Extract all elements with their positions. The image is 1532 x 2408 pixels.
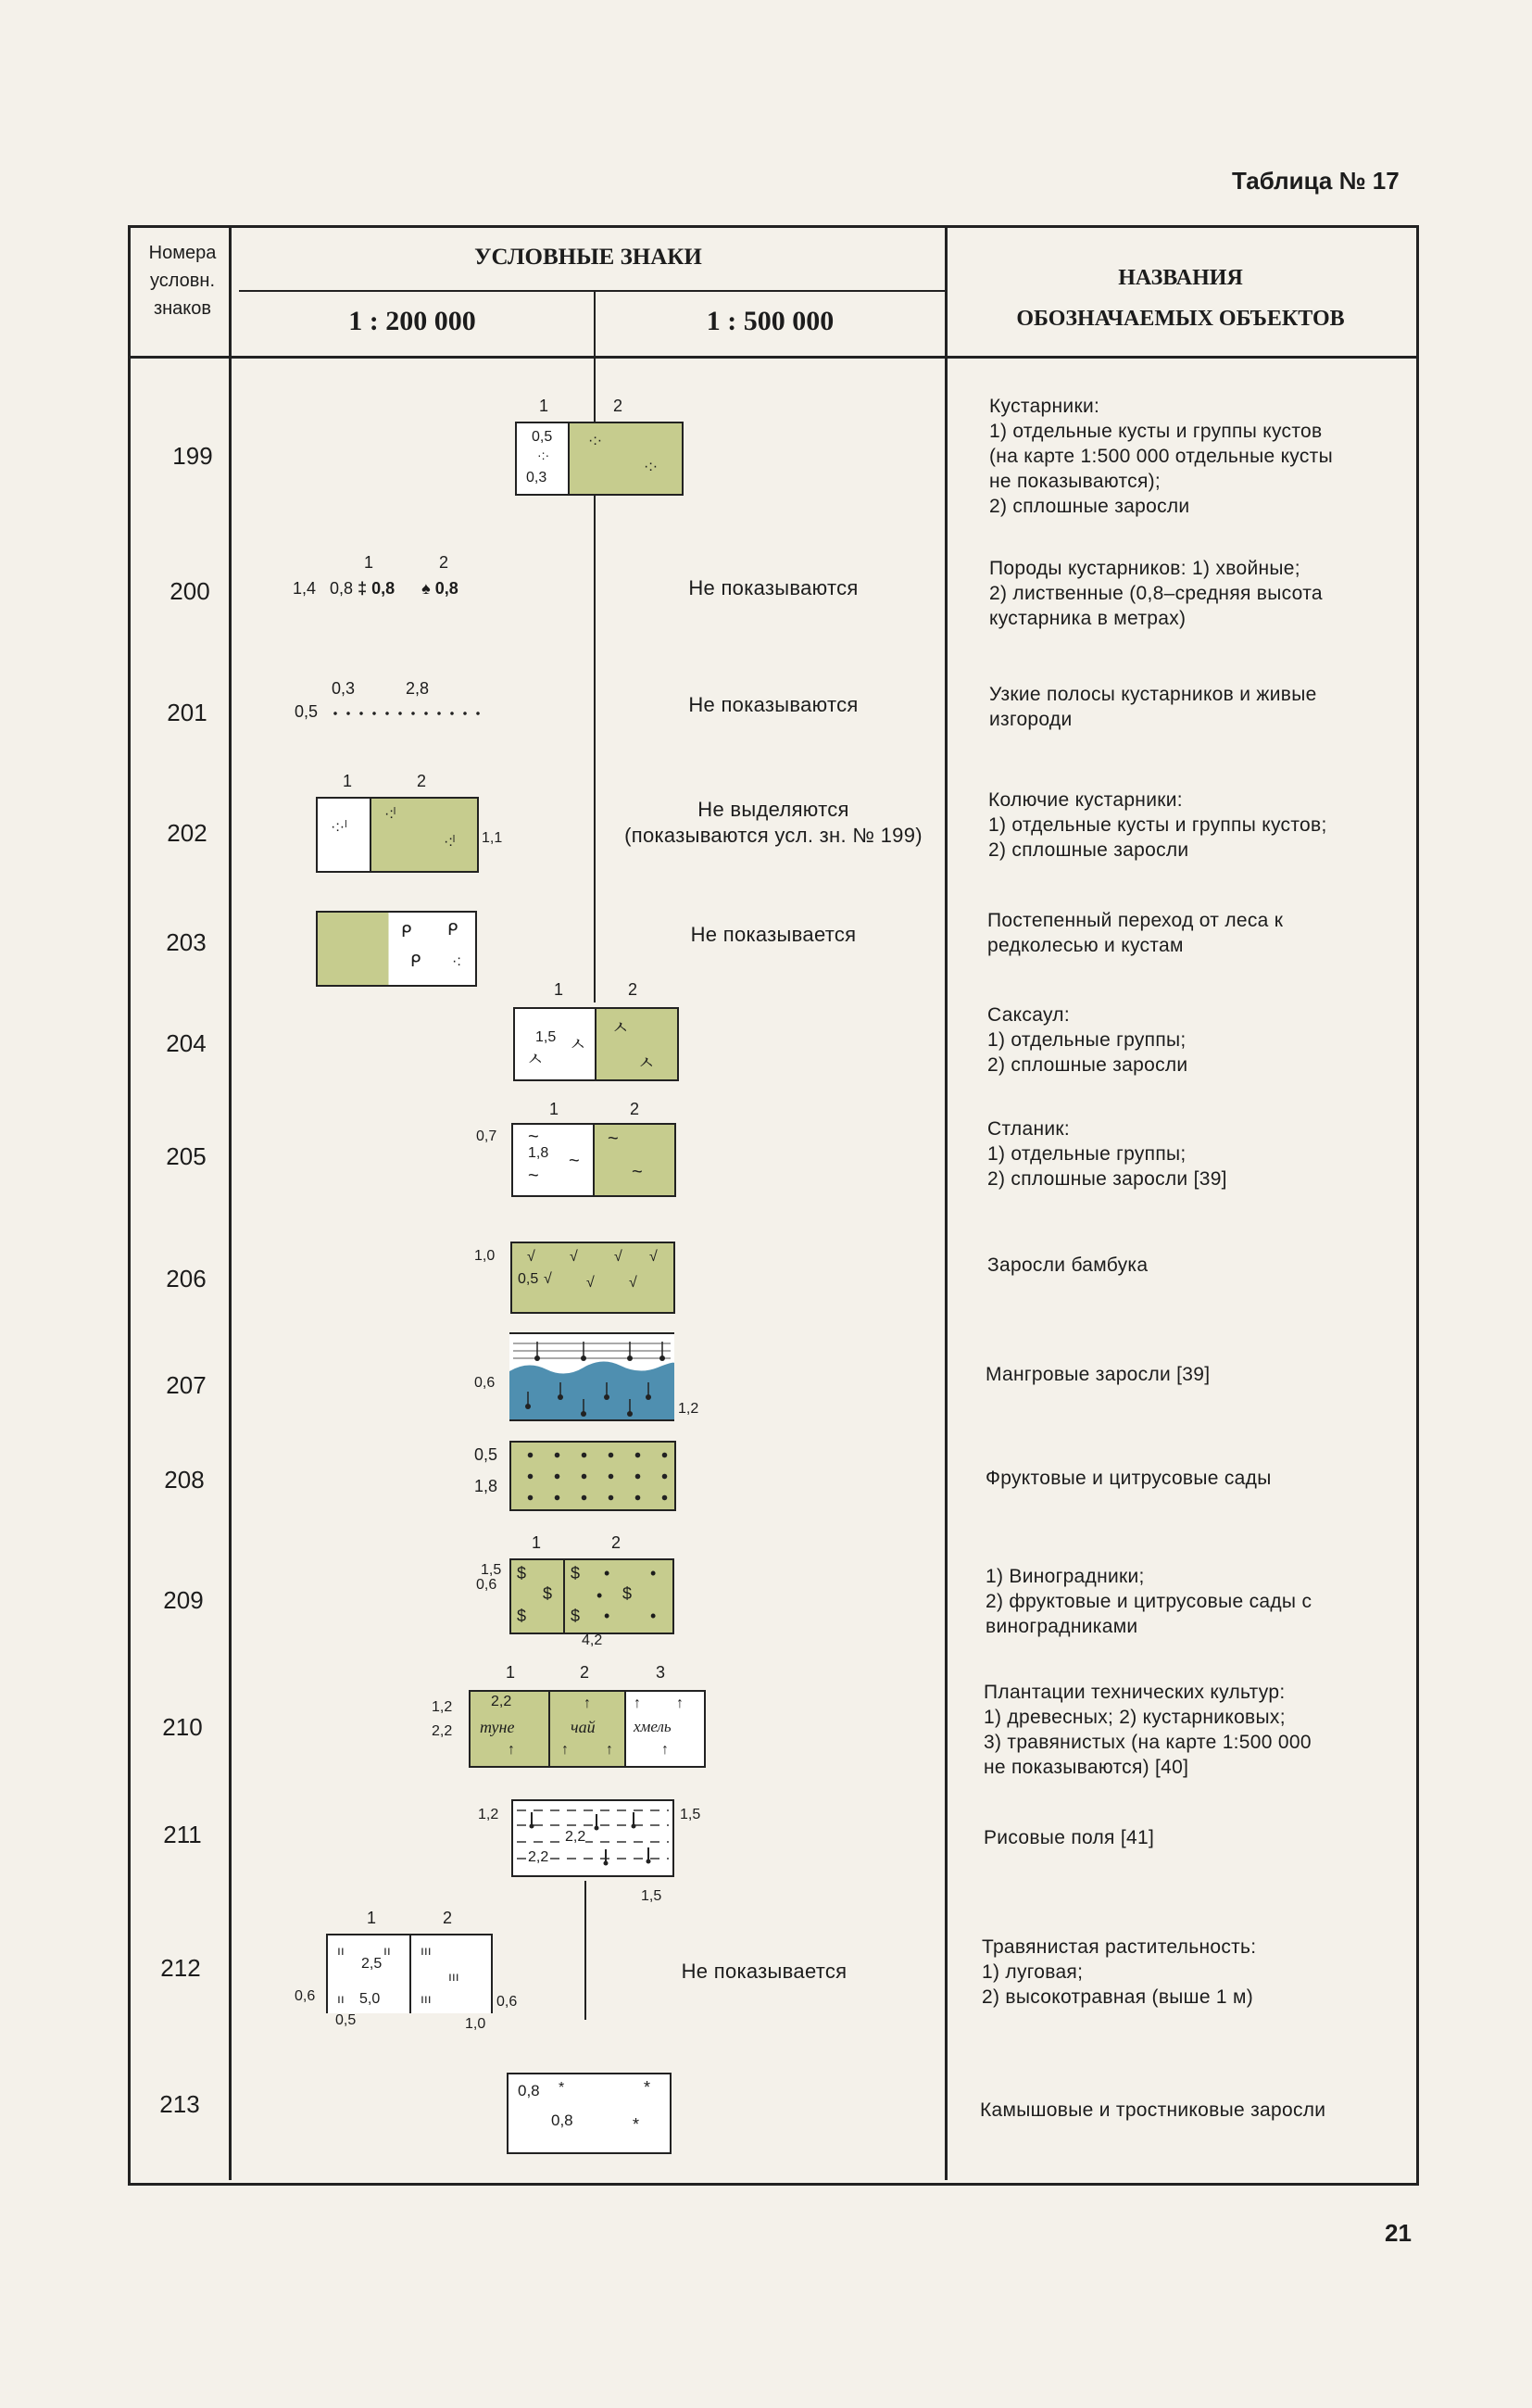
label-209-b: 0,6 [476, 1577, 497, 1593]
symbol-199 [515, 422, 684, 496]
tree-crop-icon: ↑ [508, 1742, 515, 1758]
desc-201: Узкие полосы кустарников и живые изгороди [989, 684, 1317, 730]
row-number-204: 204 [166, 1029, 207, 1057]
row-number-212: 212 [160, 1954, 201, 1982]
sparse-tree-icon: ᑭ [401, 922, 412, 940]
orchard-dot-icon: • [650, 1607, 657, 1625]
row-number-205: 205 [166, 1142, 207, 1170]
label-204-a: 1,5 [535, 1029, 557, 1045]
row-number-200: 200 [170, 577, 210, 605]
orchard-dot-icon: • [596, 1586, 603, 1605]
hedge-dotted-line [329, 712, 486, 715]
label-199-n2: 2 [613, 397, 623, 415]
symbol-207 [509, 1332, 674, 1421]
label-200-a: 1,4 [293, 579, 317, 598]
tree-crop-icon: ↑ [606, 1742, 613, 1758]
elfin-wood-icon: ~ [528, 1127, 539, 1147]
symbol-210-part3 [626, 1692, 704, 1766]
header-names: НАЗВАНИЯ ОБОЗНАЧАЕМЫХ ОБЪЕКТОВ [1016, 266, 1345, 331]
symbol-209 [509, 1558, 674, 1634]
meadow-grass-icon: ıı [383, 1943, 391, 1958]
desc-208: Фруктовые и цитрусовые сады [986, 1468, 1272, 1489]
label-211-a: 1,2 [478, 1807, 499, 1822]
desc-209: 1) Виноградники; 2) фруктовые и цитрусовые сады с виноградниками [986, 1566, 1312, 1637]
bamboo-icon: √ [527, 1249, 535, 1265]
symbol-203 [316, 911, 477, 987]
label-210-w3: хмель [634, 1718, 672, 1735]
row-number-208: 208 [164, 1466, 205, 1494]
label-199-n1: 1 [539, 397, 549, 415]
header-scale-500k: 1 : 500 000 [706, 306, 835, 336]
table-title: Таблица № 17 [1232, 167, 1400, 195]
label-209-a: 1,5 [481, 1562, 502, 1578]
desc-206: Заросли бамбука [987, 1254, 1149, 1276]
note-200: Не показываются [688, 576, 859, 599]
label-213-a: 0,8 [518, 2082, 540, 2099]
sparse-tree-icon: ᑭ [447, 920, 458, 939]
vineyard-icon: $ [543, 1584, 553, 1603]
note-203: Не показывается [690, 923, 857, 946]
elfin-wood-icon: ~ [608, 1128, 619, 1149]
symbol-204-part1 [515, 1009, 596, 1079]
row-number-211: 211 [163, 1821, 202, 1848]
bamboo-icon: √ [570, 1249, 578, 1265]
label-210-n2: 2 [580, 1663, 590, 1682]
deciduous-shrub-icon: ♠ [421, 579, 431, 598]
bamboo-icon: √ [629, 1275, 637, 1291]
label-210-w2: чай [571, 1718, 596, 1736]
label-206-b: 0,5 [518, 1271, 539, 1287]
mangrove-svg [509, 1334, 674, 1419]
herb-crop-icon: ↑ [676, 1696, 684, 1711]
label-210-w1: туне [480, 1718, 515, 1736]
label-205-n2: 2 [630, 1100, 640, 1118]
saxaul-icon: ㅅ [526, 1050, 545, 1070]
label-208-b: 1,8 [474, 1477, 498, 1495]
vineyard-icon: $ [622, 1584, 633, 1603]
shrub-dots-icon: ·: [452, 953, 461, 969]
orchard-dot-icon: • [650, 1564, 657, 1582]
row-number-209: 209 [163, 1586, 204, 1614]
label-210-a: 1,2 [432, 1699, 453, 1715]
desc-210: Плантации технических культур: 1) древесных; 2) кустарниковых; 3) травянистых (на карте 1:500 000 не показываются) [40] [984, 1682, 1312, 1778]
label-211-b: 2,2 [565, 1829, 586, 1845]
bamboo-icon: √ [614, 1249, 622, 1265]
herb-crop-icon: ↑ [661, 1742, 669, 1758]
saxaul-icon: ㅅ [637, 1053, 656, 1074]
vineyard-icon: $ [517, 1564, 527, 1582]
shrub-dots-icon: ·:· [588, 433, 603, 448]
label-211-e: 1,5 [641, 1888, 662, 1904]
label-209-n1: 1 [532, 1533, 542, 1552]
vineyard-icon: $ [571, 1607, 581, 1625]
note-212: Не показывается [681, 1960, 848, 1983]
symbol-210-part1 [471, 1692, 550, 1766]
symbol-202 [316, 797, 479, 873]
desc-205: Стланик: 1) отдельные группы; 2) сплошные заросли [39] [987, 1118, 1227, 1190]
label-212-d: 0,5 [335, 2012, 357, 2028]
reed-icon: * [559, 2080, 565, 2096]
label-212-e: 1,0 [465, 2016, 486, 2032]
label-212-c: 0,6 [295, 1988, 316, 2004]
symbol-199-part2 [570, 423, 682, 494]
label-200-c: 0,8 [371, 579, 396, 598]
reed-icon: * [644, 2078, 651, 2097]
table-frame [128, 225, 1419, 2186]
orchard-dot-icon: • [604, 1607, 610, 1625]
symbol-205 [511, 1123, 676, 1197]
label-210-n3: 3 [656, 1663, 666, 1682]
label-199-a: 0,5 [532, 429, 553, 445]
page-number: 21 [1385, 2219, 1412, 2247]
label-209-n2: 2 [611, 1533, 622, 1552]
row-number-207: 207 [166, 1371, 207, 1399]
label-201-b: 2,8 [406, 679, 430, 698]
label-207-b: 1,2 [678, 1401, 699, 1417]
symbol-212-divider [409, 1935, 411, 2013]
symbol-209-divider [563, 1560, 565, 1633]
label-213-b: 0,8 [551, 2112, 573, 2129]
desc-213: Камышовые и тростниковые заросли [980, 2099, 1326, 2121]
orchard-dot-icon: • [604, 1564, 610, 1582]
desc-202: Колючие кустарники: 1) отдельные кусты и группы кустов; 2) сплошные заросли [988, 789, 1327, 861]
sparse-tree-icon: ᑭ [410, 952, 421, 970]
label-204-n1: 1 [554, 980, 564, 999]
col-sep-number [229, 225, 232, 2180]
bamboo-icon: √ [544, 1271, 552, 1287]
symbol-213 [507, 2073, 672, 2154]
label-202-n2: 2 [417, 772, 427, 790]
label-210-n1: 1 [506, 1663, 516, 1682]
symbol-210 [469, 1690, 706, 1768]
conifer-shrub-icon: ‡ [358, 579, 368, 598]
label-200-b: 0,8 [330, 579, 354, 598]
label-200-n2: 2 [439, 553, 449, 572]
thorny-shrub-icon: ·:ˡ [384, 806, 396, 822]
tree-crop-icon: ↑ [584, 1696, 591, 1711]
header-signs: УСЛОВНЫЕ ЗНАКИ [474, 245, 702, 270]
row-number-213: 213 [159, 2090, 200, 2118]
symbol-199-part1 [517, 423, 570, 494]
symbol-206 [510, 1242, 675, 1314]
saxaul-icon: ㅅ [611, 1018, 630, 1039]
row-number-199: 199 [172, 442, 213, 470]
row-number-210: 210 [162, 1713, 203, 1741]
symbol-202-part2 [371, 799, 477, 871]
label-207-a: 0,6 [474, 1375, 496, 1391]
label-199-b: 0,3 [526, 470, 547, 485]
row-number-202: 202 [167, 819, 207, 847]
desc-212: Травянистая растительность: 1) луговая; 2) высокотравная (выше 1 м) [982, 1936, 1257, 2008]
guide-line-2 [584, 1881, 586, 2020]
saxaul-icon: ㅅ [569, 1035, 587, 1055]
note-201: Не показываются [688, 693, 859, 716]
label-211-c: 2,2 [528, 1849, 549, 1865]
label-212-b: 5,0 [359, 1991, 381, 2007]
vineyard-icon: $ [517, 1607, 527, 1625]
desc-204: Саксаул: 1) отдельные группы; 2) сплошные заросли [987, 1004, 1188, 1076]
col-sep-names [945, 225, 948, 2180]
header-rule [128, 356, 1416, 359]
elfin-wood-icon: ~ [528, 1166, 539, 1186]
row-number-206: 206 [166, 1265, 207, 1292]
symbol-205-part2 [595, 1125, 674, 1195]
thorny-shrub-icon: ·:·ˡ [331, 819, 347, 835]
label-200-d: 0,8 [434, 579, 458, 598]
label-202-n1: 1 [343, 772, 353, 790]
symbol-202-part1 [318, 799, 371, 871]
meadow-grass-icon: ıı [337, 1943, 345, 1958]
symbol-212 [326, 1934, 493, 2013]
tall-grass-icon: ııı [448, 1969, 459, 1984]
symbol-204-part2 [596, 1009, 677, 1079]
label-210-b: 2,2 [432, 1723, 453, 1739]
header-number: Номера условн. знаков [148, 243, 217, 319]
desc-203: Постепенный переход от леса к редколесью и кустам [987, 910, 1284, 956]
herb-crop-icon: ↑ [634, 1696, 641, 1711]
label-205-n1: 1 [549, 1100, 559, 1118]
label-211-d: 1,5 [680, 1807, 701, 1822]
symbol-208 [509, 1441, 676, 1511]
desc-200: Породы кустарников: 1) хвойные; 2) лиственные (0,8–средняя высота кустарника в метрах) [989, 558, 1323, 629]
label-212-n2: 2 [443, 1909, 453, 1927]
label-202-a: 1,1 [482, 830, 503, 846]
label-212-f: 0,6 [496, 1994, 518, 2010]
shrub-dots-icon: ·:· [644, 459, 659, 474]
symbol-200 [293, 579, 458, 599]
bamboo-icon: √ [649, 1249, 658, 1265]
label-204-n2: 2 [628, 980, 638, 999]
desc-199: Кустарники: 1) отдельные кусты и группы кустов (на карте 1:500 000 отдельные кусты не показываются); 2) сплошные заросли [989, 396, 1333, 517]
row-number-201: 201 [167, 699, 207, 726]
symbol-204 [513, 1007, 679, 1081]
shrub-dots-icon: ·:· [537, 448, 550, 462]
bamboo-icon: √ [586, 1275, 595, 1291]
meadow-grass-icon: ıı [337, 1991, 345, 2006]
tree-crop-icon: ↑ [561, 1742, 569, 1758]
label-201-c: 0,5 [295, 702, 319, 721]
label-212-n1: 1 [367, 1909, 377, 1927]
label-210-c: 2,2 [491, 1694, 512, 1709]
desc-207: Мангровые заросли [39] [986, 1364, 1211, 1385]
label-208-a: 0,5 [474, 1445, 498, 1464]
vineyard-icon: $ [571, 1564, 581, 1582]
tall-grass-icon: ııı [421, 1943, 432, 1958]
thorny-shrub-icon: ·:ˡ [444, 834, 456, 850]
label-206-a: 1,0 [474, 1248, 496, 1264]
row-number-203: 203 [166, 928, 207, 956]
label-205-b: 1,8 [528, 1145, 549, 1161]
reed-icon: * [633, 2115, 640, 2134]
header-scale-200k: 1 : 200 000 [348, 306, 476, 336]
tall-grass-icon: ııı [421, 1991, 432, 2006]
label-212-a: 2,5 [361, 1956, 383, 1972]
symbol-205-part1 [513, 1125, 595, 1195]
symbol-211 [511, 1799, 674, 1877]
elfin-wood-icon: ~ [569, 1151, 580, 1171]
elfin-wood-icon: ~ [632, 1162, 643, 1182]
label-201-a: 0,3 [332, 679, 356, 698]
label-200-n1: 1 [364, 553, 374, 572]
symbol-210-part2 [550, 1692, 626, 1766]
desc-211: Рисовые поля [41] [984, 1827, 1155, 1848]
note-202: Не выделяются (показываются усл. зн. № 199) [624, 798, 923, 847]
label-209-c: 4,2 [582, 1633, 603, 1648]
label-205-a: 0,7 [476, 1128, 497, 1144]
